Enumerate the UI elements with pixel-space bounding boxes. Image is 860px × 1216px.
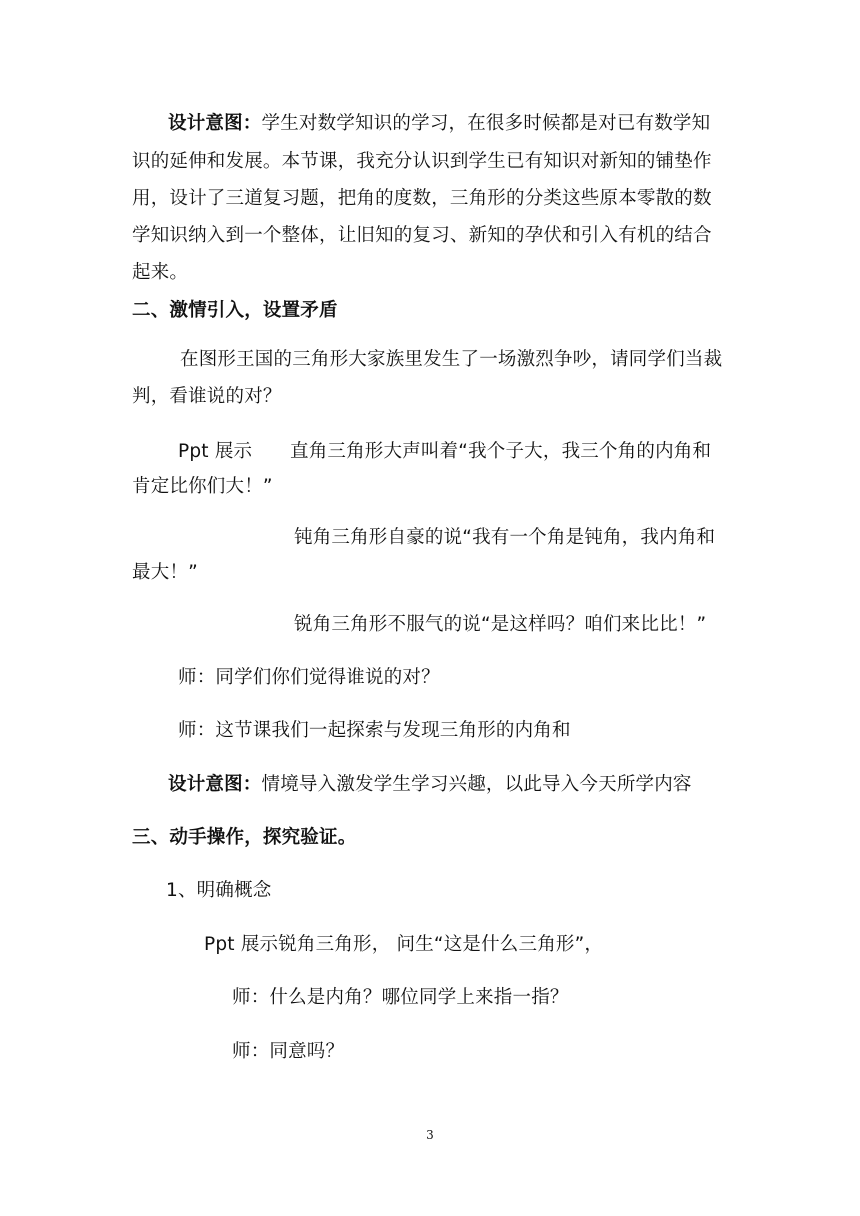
right-triangle-line-2: 肯定比你们大！” bbox=[132, 476, 273, 497]
design-intent-2-text: 情境导入激发学生学习兴趣，以此导入今天所学内容 bbox=[261, 774, 692, 795]
design-intent-2 bbox=[168, 771, 778, 799]
acute-triangle-line: 锐角三角形不服气的说“是这样吗？咱们来比比！” bbox=[294, 614, 707, 635]
teacher-statement-1: 师：这节课我们一起探索与发现三角形的内角和 bbox=[178, 720, 571, 741]
design-intent-2-label: 设计意图： bbox=[168, 774, 262, 795]
page-number: 3 bbox=[426, 1128, 434, 1142]
ppt-acute-line: Ppt 展示锐角三角形， 问生“这是什么三角形”， bbox=[204, 934, 604, 955]
design-intent-line-4: 学知识纳入到一个整体，让旧知的复习、新知的孕伏和引入有机的结合 bbox=[132, 225, 712, 246]
obtuse-triangle-line-2: 最大！” bbox=[132, 562, 198, 583]
obtuse-triangle-line-1: 钝角三角形自豪的说“我有一个角是钝角，我内角和 bbox=[294, 527, 716, 548]
design-intent-text: 学生对数学知识的学习，在很多时候都是对已有数学知 bbox=[261, 113, 711, 134]
teacher-question-2: 师：什么是内角？哪位同学上来指一指？ bbox=[232, 987, 569, 1008]
teacher-question-1: 师：同学们你们觉得谁说的对？ bbox=[178, 667, 440, 688]
design-intent-line-3: 用，设计了三道复习题，把角的度数，三角形的分类这些原本零散的数 bbox=[132, 188, 712, 209]
section-heading-3: 三、动手操作，探究验证。 bbox=[132, 827, 357, 848]
design-intent-paragraph-line-1 bbox=[168, 110, 778, 138]
design-intent-line-5: 起来。 bbox=[132, 262, 189, 283]
right-triangle-line-1: 直角三角形大声叫着“我个子大，我三个角的内角和 bbox=[290, 441, 712, 462]
teacher-question-3: 师：同意吗？ bbox=[232, 1041, 345, 1062]
subheading-1: 1、明确概念 bbox=[166, 880, 272, 901]
intro-line-1: 在图形王国的三角形大家族里发生了一场激烈争吵，请同学们当裁 bbox=[180, 349, 723, 370]
ppt-label: Ppt 展示 bbox=[178, 441, 253, 462]
design-intent-line-2: 识的延伸和发展。本节课，我充分认识到学生已有知识对新知的铺垫作 bbox=[132, 151, 712, 172]
section-heading-2: 二、激情引入，设置矛盾 bbox=[132, 300, 338, 321]
intro-line-2: 判，看谁说的对？ bbox=[132, 386, 282, 407]
design-intent-label: 设计意图： bbox=[168, 113, 262, 134]
